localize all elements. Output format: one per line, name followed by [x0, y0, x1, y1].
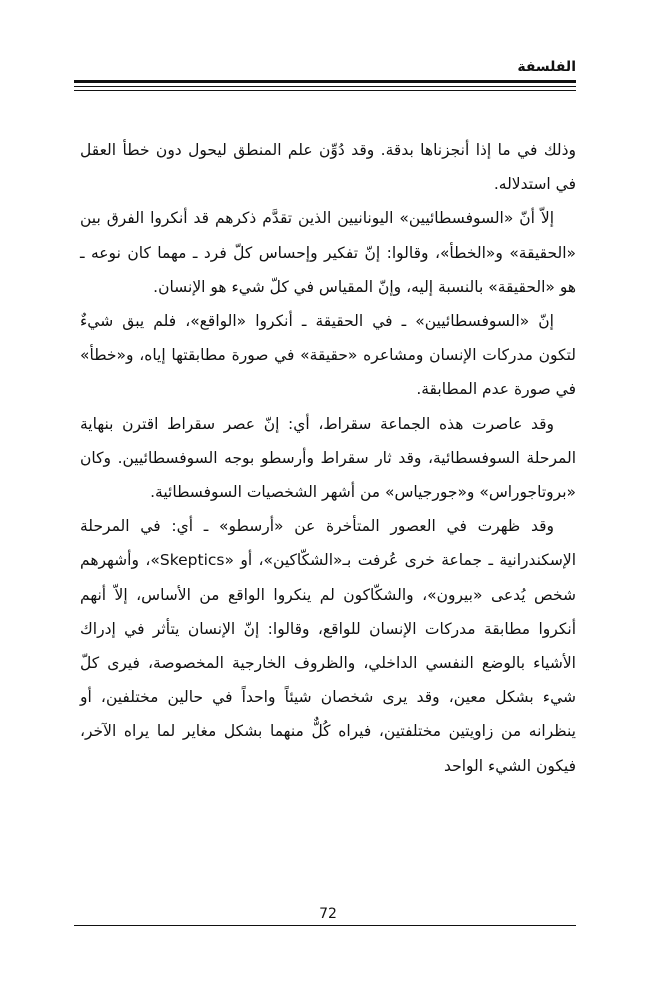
page-number: 72: [319, 906, 337, 922]
running-head-title: الفلسفة: [517, 59, 576, 75]
paragraph-5: وقد ظهرت في العصور المتأخرة عن «أرسطو» ـ أي: في المرحلة الإسكندرانية ـ جماعة خرى عُرفت بـ«الشكّاكين»، أو «Skeptics»، وأشهرهم شخص يُدعى «بيرون»، والشكّاكون لم ينكروا الواقع من الأساس، إلاّ أنهم أنكروا مطابقة مدركات الإنسان للواقع، وقالوا: إنّ الإنسان يتأثر في إدراك الأشياء بالوضع النفسي الداخلي، والظروف الخارجية المخصوصة، فيرى كلّ شيء بشكل معين، وقد يرى شخصان شيئاً واحداً في حالين مختلفين، أو ينظرانه من زاويتين مختلفتين، فيراه كُلٌّ منهما بشكل مغاير لما يراه الآخر، فيكون الشيء الواحد: [80, 517, 576, 775]
header-rule-thin-1: [74, 86, 576, 87]
header-rule-thick: [74, 80, 576, 83]
body-text: [80, 133, 576, 783]
header-rule-thin-2: [74, 90, 576, 91]
paragraph-4: وقد عاصرت هذه الجماعة سقراط، أي: إنّ عصر سقراط اقترن بنهاية المرحلة السوفسطائية، وقد ثار سقراط وأرسطو بوجه السوفسطائيين. وكان «بروتاجوراس» و«جورجياس» من أشهر الشخصيات السوفسطائية.: [80, 414, 576, 502]
paragraph-3: إنّ «السوفسطائيين» ـ في الحقيقة ـ أنكروا «الواقع»، فلم يبق شيءٌ لتكون مدركات الإنسان ومشاعره «حقيقة» في صورة مطابقتها إياه، و«خطأ» في صورة عدم المطابقة.: [80, 312, 576, 399]
footer-rule: [74, 925, 576, 926]
paragraph-1: وذلك في ما إذا أنجزناها بدقة. وقد دُوِّن علم المنطق ليحول دون خطأ العقل في استدلاله.: [80, 141, 576, 194]
paragraph-2: إلاّ أنّ «السوفسطائيين» اليونانيين الذين تقدَّم ذكرهم قد أنكروا الفرق بين «الحقيقة» و«الخطأ»، وقالوا: إنّ تفكير وإحساس كلّ فرد ـ مهما كان نوعه ـ هو «الحقيقة» بالنسبة إليه، وإنّ المقياس في كلّ شيء هو الإنسان.: [80, 209, 576, 296]
